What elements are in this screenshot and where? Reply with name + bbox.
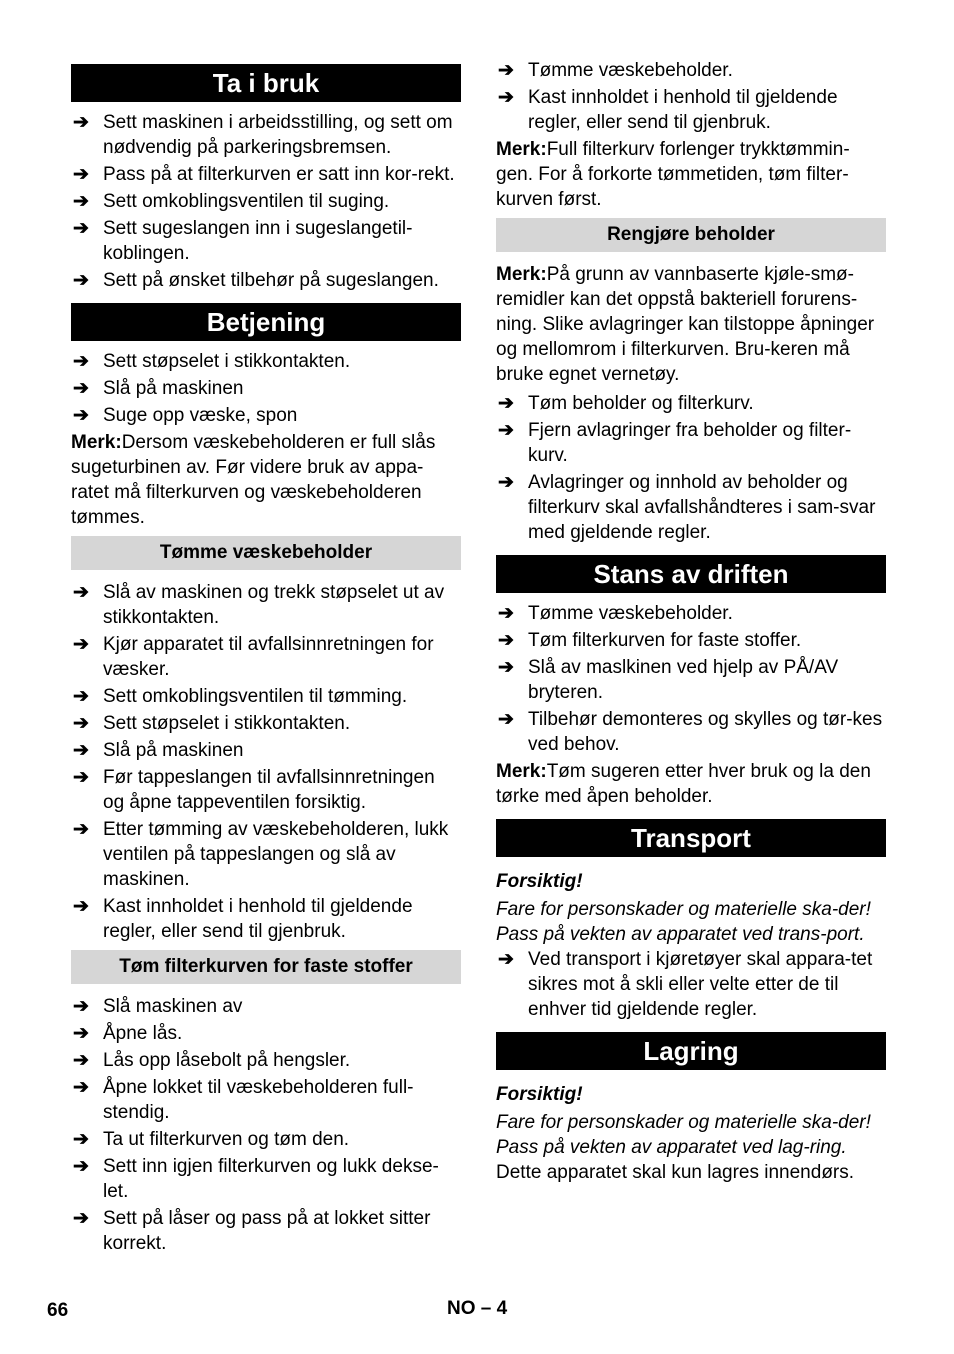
list-item xyxy=(71,1206,461,1256)
arrow-right-icon: ➔ xyxy=(73,1050,89,1071)
list-item xyxy=(71,711,461,736)
list-item xyxy=(71,684,461,709)
list-item xyxy=(71,817,461,892)
list-item xyxy=(496,470,886,545)
list-item-text: Tøm filterkurven for faste stoffer. xyxy=(528,630,802,651)
arrow-right-icon: ➔ xyxy=(73,191,89,212)
section-heading-transport: Transport xyxy=(496,819,886,857)
list-item-text: Sett støpselet i stikkontakten. xyxy=(103,713,351,734)
caution-title: Forsiktig! xyxy=(496,871,583,892)
list-item-text: Sett støpselet i stikkontakten. xyxy=(103,351,351,372)
list-item xyxy=(496,655,886,705)
list-item-text: Kast innholdet i henhold til gjeldende regler, eller send til gjenbruk. xyxy=(528,87,838,133)
list-item-text: Avlagringer og innhold av beholder og filterkurv skal avfallshåndteres i sam-svar med gjeldende regler. xyxy=(528,472,876,543)
note xyxy=(496,137,886,212)
arrow-right-icon: ➔ xyxy=(73,740,89,761)
arrow-right-icon: ➔ xyxy=(73,896,89,917)
list-item xyxy=(496,601,886,626)
arrow-right-icon: ➔ xyxy=(73,1129,89,1150)
arrow-right-icon: ➔ xyxy=(73,1023,89,1044)
list-item-text: Før tappeslangen til avfallsinnretningen og åpne tappeventilen forsiktig. xyxy=(103,767,435,813)
arrow-right-icon: ➔ xyxy=(498,420,514,441)
list-item-text: Tømme væskebeholder. xyxy=(528,60,733,81)
arrow-right-icon: ➔ xyxy=(498,60,514,81)
note-label: Merk: xyxy=(71,432,122,453)
step-list xyxy=(496,391,886,545)
arrow-right-icon: ➔ xyxy=(498,657,514,678)
list-item xyxy=(71,894,461,944)
list-item xyxy=(71,765,461,815)
list-item-text: Etter tømming av væskebeholderen, lukk ventilen på tappeslangen og slå av maskinen. xyxy=(103,819,449,890)
note-text: Tøm sugeren etter hver bruk og la den tørke med åpen beholder. xyxy=(496,761,871,807)
list-item-text: Sett på ønsket tilbehør på sugeslangen. xyxy=(103,270,439,291)
list-item-text: Ved transport i kjøretøyer skal appara-tet sikres mot å skli eller velte etter de til enhver tid gjeldende regler. xyxy=(528,949,873,1020)
list-item xyxy=(71,994,461,1019)
arrow-right-icon: ➔ xyxy=(73,1208,89,1229)
arrow-right-icon: ➔ xyxy=(73,1077,89,1098)
arrow-right-icon: ➔ xyxy=(498,87,514,108)
list-item-text: Pass på at filterkurven er satt inn kor-rekt. xyxy=(103,164,455,185)
page-number: 66 xyxy=(47,1300,69,1321)
right-column xyxy=(496,58,886,1185)
list-item xyxy=(71,189,461,214)
arrow-right-icon: ➔ xyxy=(498,709,514,730)
list-item xyxy=(71,349,461,374)
arrow-right-icon: ➔ xyxy=(73,378,89,399)
arrow-right-icon: ➔ xyxy=(498,630,514,651)
note-label: Merk: xyxy=(496,139,547,160)
list-item xyxy=(71,216,461,266)
list-item xyxy=(71,1075,461,1125)
arrow-right-icon: ➔ xyxy=(73,686,89,707)
list-item xyxy=(71,268,461,293)
list-item xyxy=(496,85,886,135)
left-column xyxy=(71,64,461,1258)
step-list xyxy=(71,994,461,1256)
arrow-right-icon: ➔ xyxy=(73,405,89,426)
list-item xyxy=(71,403,461,428)
subsection-heading-rengjore-beholder: Rengjøre beholder xyxy=(496,218,886,252)
arrow-right-icon: ➔ xyxy=(73,351,89,372)
list-item xyxy=(71,376,461,401)
section-heading-lagring: Lagring xyxy=(496,1032,886,1070)
list-item xyxy=(71,162,461,187)
list-item-text: Ta ut filterkurven og tøm den. xyxy=(103,1129,350,1150)
list-item-text: Slå på maskinen xyxy=(103,378,244,399)
list-item xyxy=(71,632,461,682)
note xyxy=(71,430,461,530)
caution-text: Fare for personskader og materielle ska-der! Pass på vekten av apparatet ved trans-port. xyxy=(496,899,871,945)
note-label: Merk: xyxy=(496,264,547,285)
list-item-text: Åpne lokket til væskebeholderen full-stendig. xyxy=(103,1077,414,1123)
list-item-text: Slå på maskinen xyxy=(103,740,244,761)
list-item xyxy=(71,110,461,160)
list-item xyxy=(71,1154,461,1204)
list-item-text: Lås opp låsebolt på hengsler. xyxy=(103,1050,351,1071)
list-item-text: Sett inn igjen filterkurven og lukk dekse-let. xyxy=(103,1156,439,1202)
arrow-right-icon: ➔ xyxy=(73,582,89,603)
storage-text: Dette apparatet skal kun lagres innendørs. xyxy=(496,1162,855,1183)
list-item xyxy=(71,1127,461,1152)
step-list xyxy=(496,601,886,757)
list-item xyxy=(71,580,461,630)
list-item-text: Slå maskinen av xyxy=(103,996,243,1017)
arrow-right-icon: ➔ xyxy=(73,164,89,185)
list-item-text: Kjør apparatet til avfallsinnretningen for væsker. xyxy=(103,634,434,680)
list-item xyxy=(496,947,886,1022)
arrow-right-icon: ➔ xyxy=(498,393,514,414)
list-item-text: Slå av maslkinen ved hjelp av PÅ/AV bryteren. xyxy=(528,657,839,703)
arrow-right-icon: ➔ xyxy=(73,819,89,840)
arrow-right-icon: ➔ xyxy=(73,713,89,734)
step-list xyxy=(496,58,886,135)
arrow-right-icon: ➔ xyxy=(498,949,514,970)
arrow-right-icon: ➔ xyxy=(73,767,89,788)
arrow-right-icon: ➔ xyxy=(73,218,89,239)
list-item-text: Sett på låser og pass på at lokket sitter korrekt. xyxy=(103,1208,431,1254)
caution-text: Fare for personskader og materielle ska-der! Pass på vekten av apparatet ved lag-ring. xyxy=(496,1112,871,1158)
list-item xyxy=(496,58,886,83)
list-item-text: Tøm beholder og filterkurv. xyxy=(528,393,754,414)
list-item xyxy=(71,738,461,763)
arrow-right-icon: ➔ xyxy=(73,1156,89,1177)
caution-title: Forsiktig! xyxy=(496,1084,583,1105)
arrow-right-icon: ➔ xyxy=(73,270,89,291)
subsection-heading-tom-filterkurven: Tøm filterkurven for faste stoffer xyxy=(71,950,461,984)
list-item xyxy=(496,707,886,757)
step-list xyxy=(71,349,461,428)
arrow-right-icon: ➔ xyxy=(73,996,89,1017)
section-heading-betjening: Betjening xyxy=(71,303,461,341)
list-item-text: Kast innholdet i henhold til gjeldende regler, eller send til gjenbruk. xyxy=(103,896,413,942)
list-item-text: Fjern avlagringer fra beholder og filter-kurv. xyxy=(528,420,852,466)
arrow-right-icon: ➔ xyxy=(73,634,89,655)
list-item-text: Åpne lås. xyxy=(103,1023,183,1044)
subsection-heading-tomme-vaeskebeholder: Tømme væskebeholder xyxy=(71,536,461,570)
note xyxy=(496,262,886,387)
list-item-text: Sett omkoblingsventilen til suging. xyxy=(103,191,390,212)
note-text: På grunn av vannbaserte kjøle-smø-remidler kan det oppstå bakteriell forurens-ning. Slike avlagringer kan tilstoppe åpninger og mellomrom i filterkurven. Bru-keren må bruke egnet vernetøy. xyxy=(496,264,875,385)
list-item xyxy=(496,628,886,653)
step-list xyxy=(71,110,461,293)
list-item-text: Slå av maskinen og trekk støpselet ut av stikkontakten. xyxy=(103,582,445,628)
note-text: Dersom væskebeholderen er full slås sugeturbinen av. Før videre bruk av appa-ratet må filterkurven og væskebeholderen tømmes. xyxy=(71,432,436,528)
step-list xyxy=(496,947,886,1022)
arrow-right-icon: ➔ xyxy=(73,112,89,133)
arrow-right-icon: ➔ xyxy=(498,472,514,493)
list-item-text: Suge opp væske, spon xyxy=(103,405,298,426)
list-item-text: Tilbehør demonteres og skylles og tør-kes ved behov. xyxy=(528,709,883,755)
section-heading-ta-i-bruk: Ta i bruk xyxy=(71,64,461,102)
list-item-text: Sett sugeslangen inn i sugeslangetil-koblingen. xyxy=(103,218,413,264)
list-item-text: Sett omkoblingsventilen til tømming. xyxy=(103,686,408,707)
list-item xyxy=(71,1048,461,1073)
list-item-text: Tømme væskebeholder. xyxy=(528,603,733,624)
list-item-text: Sett maskinen i arbeidsstilling, og sett om nødvendig på parkeringsbremsen. xyxy=(103,112,453,158)
list-item xyxy=(71,1021,461,1046)
list-item xyxy=(496,391,886,416)
section-heading-stans-av-driften: Stans av driften xyxy=(496,555,886,593)
note-label: Merk: xyxy=(496,761,547,782)
language-code: NO – 4 xyxy=(447,1298,508,1319)
list-item xyxy=(496,418,886,468)
note xyxy=(496,759,886,809)
arrow-right-icon: ➔ xyxy=(498,603,514,624)
step-list xyxy=(71,580,461,944)
note-text: Full filterkurv forlenger trykktømmin-gen. For å forkorte tømmetiden, tøm filter-kurven først. xyxy=(496,139,850,210)
